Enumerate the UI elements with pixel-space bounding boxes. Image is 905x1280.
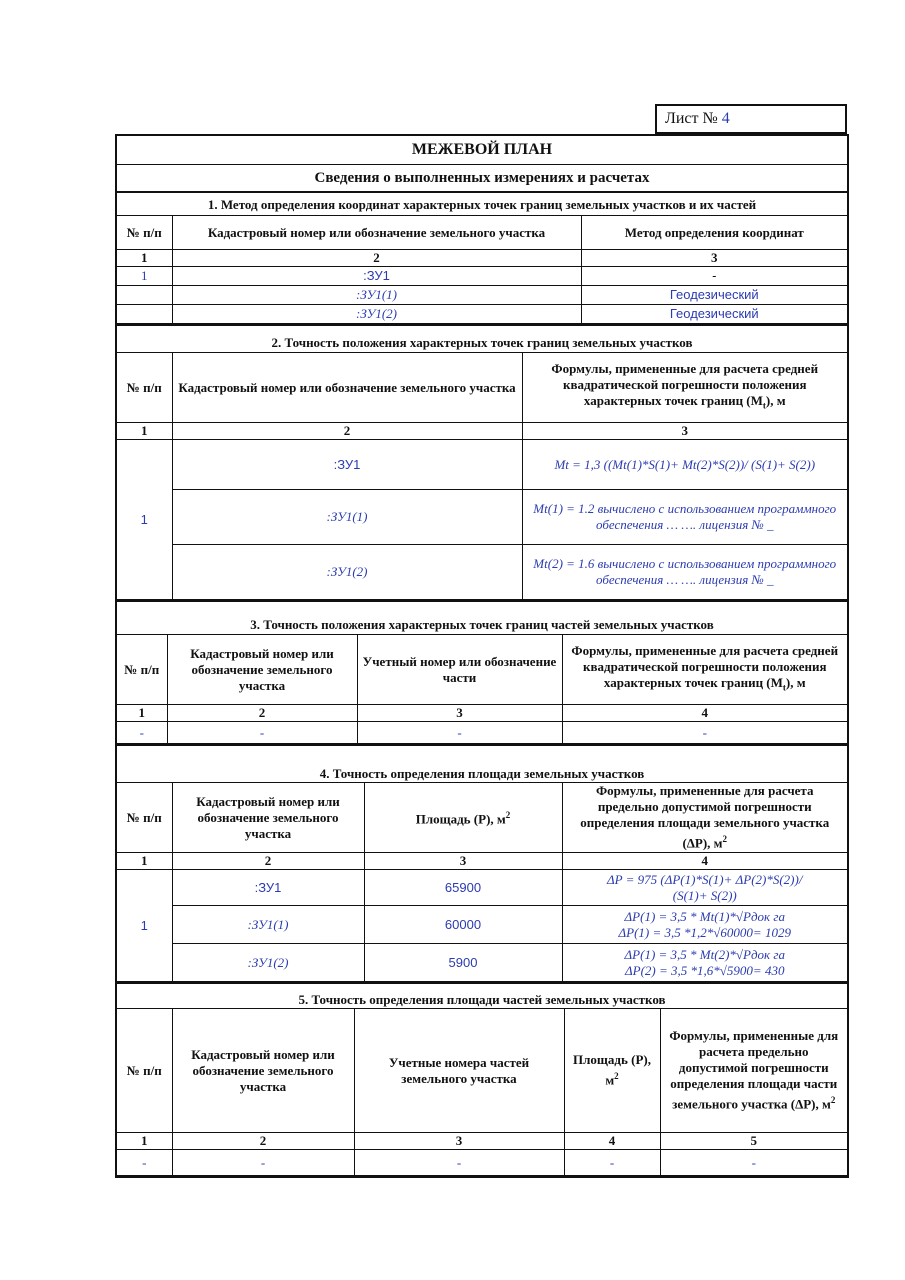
section-3-heading: 3. Точность положения характерных точек границ частей земельных участков (250, 617, 714, 632)
s2-row-2-cad: :ЗУ1(1) (172, 490, 522, 545)
section-2-heading: 2. Точность положения характерных точек границ земельных участков (271, 335, 693, 350)
s2-header-formula: Формулы, примененные для расчета средней квадратической погрешности положения характерных точек границ $(M_t)$, м (522, 353, 847, 423)
s2-col-3: 3 (522, 423, 847, 440)
table-row (117, 267, 847, 286)
s3-header-cad: Кадастровый номер или обозначение земельного участка (167, 635, 357, 705)
s4-row-num: 1 (117, 870, 172, 982)
s5-header-formula: Формулы, примененные для расчета предельно допустимой погрешности определения площади части земельного участка (ΔP), $м^2$ (660, 1009, 847, 1133)
s2-row-num: 1 (117, 440, 172, 600)
s2-col-1: 1 (117, 423, 172, 440)
table-row (117, 906, 847, 944)
s2-row-3-cad: :ЗУ1(2) (172, 545, 522, 600)
s5-header-area: Площадь (P), $м^2$ (564, 1009, 660, 1133)
s4-row-2-cad: :ЗУ1(1) (172, 906, 364, 944)
table-row (117, 944, 847, 982)
s3-row-cad: - (167, 722, 357, 744)
s2-row-1-cad: :ЗУ1 (172, 440, 522, 490)
s5-col-1: 1 (117, 1133, 172, 1150)
s3-header-part: Учетный номер или обозначение части (357, 635, 562, 705)
s1-row-2-num (117, 286, 172, 305)
section-1-table (117, 215, 847, 324)
s2-header-cad: Кадастровый номер или обозначение земельного участка (172, 353, 522, 423)
s5-row-num: - (117, 1150, 172, 1176)
section-5-heading: 5. Точность определения площади частей земельных участков (298, 992, 666, 1007)
s3-row-formula: - (562, 722, 847, 744)
section-1-heading: 1. Метод определения координат характерных точек границ земельных участков и их частей (207, 197, 757, 212)
s3-header-formula: Формулы, примененные для расчета средней квадратической погрешности положения характерных точек границ $(M_t)$, м (562, 635, 847, 705)
s1-row-2-cad: :ЗУ1(1) (172, 286, 581, 305)
s4-col-3: 3 (364, 853, 562, 870)
table-row (117, 305, 847, 324)
s4-row-2-formula: ΔP(1) = 3,5 * Mt(1)*√Pдок га ΔP(1) = 3,5 *1,2*√60000= 1029 (562, 906, 847, 944)
table-row (117, 870, 847, 906)
s1-header-method: Метод определения координат (581, 216, 847, 250)
table-row (117, 490, 847, 545)
s1-header-cad: Кадастровый номер или обозначение земельного участка (172, 216, 581, 250)
s4-row-2-area: 60000 (364, 906, 562, 944)
table-row (117, 545, 847, 600)
s5-col-4: 4 (564, 1133, 660, 1150)
s3-header-num: № п/п (117, 635, 167, 705)
s1-col-1: 1 (117, 250, 172, 267)
s1-row-1-method: - (581, 267, 847, 286)
s1-header-num: № п/п (117, 216, 172, 250)
s4-row-1-cad: :ЗУ1 (172, 870, 364, 906)
sheet-label: Лист № (665, 110, 718, 127)
s1-row-3-num (117, 305, 172, 324)
s4-col-2: 2 (172, 853, 364, 870)
s1-row-1-cad: :ЗУ1 (172, 267, 581, 286)
s4-row-3-formula: ΔP(1) = 3,5 * Mt(2)*√Pдок га ΔP(2) = 3,5 *1,6*√5900= 430 (562, 944, 847, 982)
section-3-table (117, 634, 847, 744)
s3-col-2: 2 (167, 705, 357, 722)
s1-row-1-num: 1 (117, 267, 172, 286)
s3-row-part: - (357, 722, 562, 744)
page-subtitle: Сведения о выполненных измерениях и расчетах (117, 165, 847, 193)
s5-row-area: - (564, 1150, 660, 1176)
s3-row-num: - (117, 722, 167, 744)
s4-header-num: № п/п (117, 783, 172, 853)
table-row (117, 722, 847, 744)
s4-row-3-area: 5900 (364, 944, 562, 982)
table-row (117, 286, 847, 305)
s4-header-cad: Кадастровый номер или обозначение земельного участка (172, 783, 364, 853)
s1-row-3-cad: :ЗУ1(2) (172, 305, 581, 324)
sheet-number: 4 (721, 110, 730, 127)
s4-col-1: 1 (117, 853, 172, 870)
s1-col-2: 2 (172, 250, 581, 267)
s3-col-4: 4 (562, 705, 847, 722)
table-row (117, 1150, 847, 1176)
s4-row-1-area: 65900 (364, 870, 562, 906)
s4-header-formula: Формулы, примененные для расчета предельно допустимой погрешности определения площади земельного участка (ΔP), $м^2$ (562, 783, 847, 853)
section-4-table (117, 782, 847, 982)
s2-header-num: № п/п (117, 353, 172, 423)
s5-col-3: 3 (354, 1133, 564, 1150)
s1-row-2-method: Геодезический (581, 286, 847, 305)
s3-col-1: 1 (117, 705, 167, 722)
s5-header-num: № п/п (117, 1009, 172, 1133)
s4-row-1-formula: ΔP = 975 (ΔP(1)*S(1)+ ΔP(2)*S(2))/ (S(1)+ S(2)) (562, 870, 847, 906)
section-4-heading: 4. Точность определения площади земельных участков (319, 766, 645, 781)
s4-row-3-cad: :ЗУ1(2) (172, 944, 364, 982)
boundary-plan-form (115, 134, 849, 1178)
s5-header-parts: Учетные номера частей земельного участка (354, 1009, 564, 1133)
s5-col-5: 5 (660, 1133, 847, 1150)
s2-row-1-formula: Mt = 1,3 ((Mt(1)*S(1)+ Mt(2)*S(2))/ (S(1)+ S(2)) (522, 440, 847, 490)
sheet-number-box (655, 104, 847, 134)
section-2-table (117, 352, 847, 600)
s5-header-cad: Кадастровый номер или обозначение земельного участка (172, 1009, 354, 1133)
s5-col-2: 2 (172, 1133, 354, 1150)
s3-col-3: 3 (357, 705, 562, 722)
section-5-table (117, 1008, 847, 1176)
s5-row-formula: - (660, 1150, 847, 1176)
s2-row-2-formula: Mt(1) = 1.2 вычислено с использованием программного обеспечения … …. лицензия № _ (522, 490, 847, 545)
s2-col-2: 2 (172, 423, 522, 440)
page-title: МЕЖЕВОЙ ПЛАН (117, 136, 847, 165)
s1-col-3: 3 (581, 250, 847, 267)
s4-col-4: 4 (562, 853, 847, 870)
s5-row-cad: - (172, 1150, 354, 1176)
table-row (117, 440, 847, 490)
s5-row-parts: - (354, 1150, 564, 1176)
s4-header-area: Площадь (P), $м^2$ (364, 783, 562, 853)
s2-row-3-formula: Mt(2) = 1.6 вычислено с использованием программного обеспечения … …. лицензия № _ (522, 545, 847, 600)
s1-row-3-method: Геодезический (581, 305, 847, 324)
